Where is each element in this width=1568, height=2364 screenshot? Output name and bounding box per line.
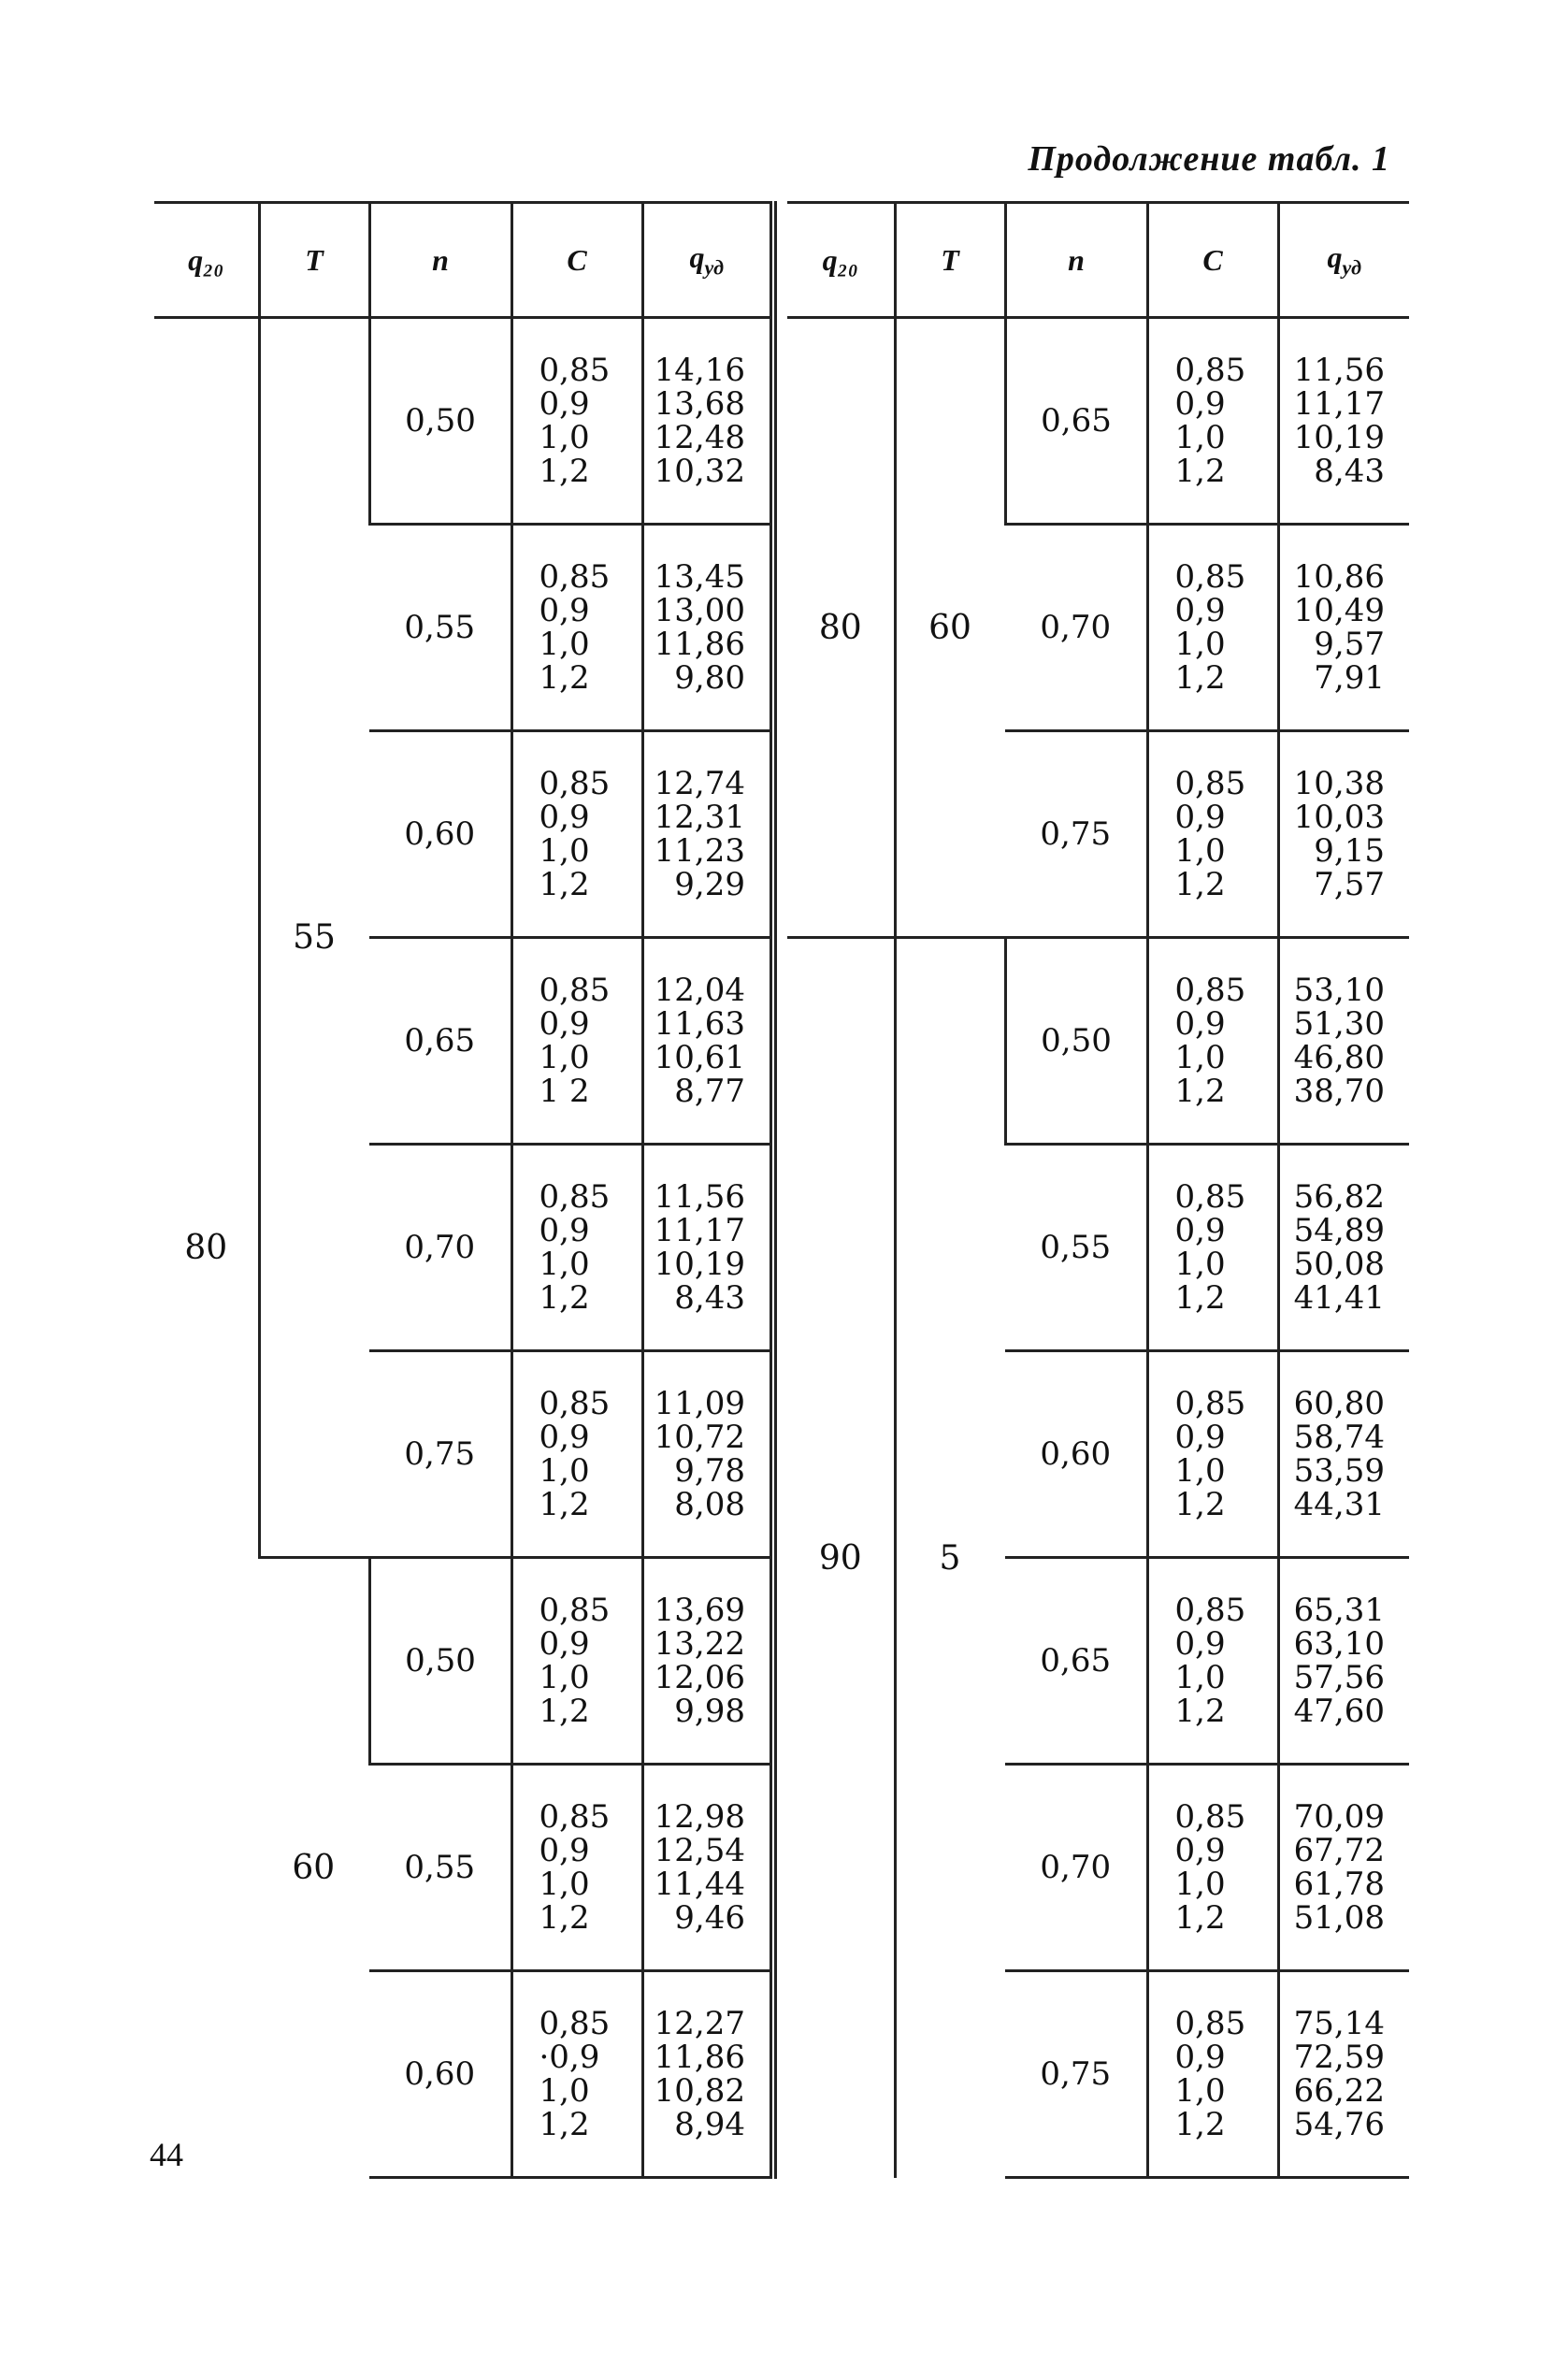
- c-values: [511, 318, 642, 525]
- c-values-value: 1,0: [1174, 2072, 1226, 2110]
- c-values: [1147, 1765, 1278, 1971]
- q-ud-values-value: 12,06: [654, 1659, 745, 1696]
- c-values-value: 1,0: [1174, 1866, 1226, 1903]
- q-ud-values-value: 10,61: [654, 1039, 745, 1076]
- n-value: 0,50: [1005, 938, 1147, 1145]
- c-values-value: 1,0: [539, 2072, 590, 2110]
- c-values-value: 1,0: [1174, 626, 1226, 663]
- q-ud-values-value: 10,72: [654, 1419, 745, 1456]
- c-values-value: 0,85: [1174, 1592, 1246, 1629]
- c-values-value: 1,0: [539, 1246, 590, 1283]
- q-ud-values-value: 47,60: [1293, 1693, 1385, 1730]
- q-ud-values-value: 10,32: [654, 453, 745, 490]
- q-ud-values-value: 7,57: [1314, 866, 1385, 903]
- n-value: 0,55: [369, 1765, 511, 1971]
- q-ud-values-value: 70,09: [1293, 1798, 1385, 1836]
- c-values-value: 0,85: [539, 1592, 611, 1629]
- c-values: [1147, 1351, 1278, 1558]
- c-values-value: 0,85: [1174, 2005, 1246, 2042]
- q-ud-values-value: 38,70: [1293, 1073, 1385, 1110]
- c-values-value: 0,9: [539, 1419, 590, 1456]
- c-values-value: 0,9: [1174, 1005, 1226, 1043]
- c-values: [1147, 1971, 1278, 2178]
- table-row: [787, 938, 1409, 1145]
- c-values-value: 1,2: [1174, 659, 1226, 697]
- n-value: 0,70: [1005, 1765, 1147, 1971]
- n-value: 0,60: [369, 731, 511, 938]
- t-value: 55: [259, 318, 369, 1558]
- q-ud-values-value: 72,59: [1293, 2039, 1385, 2076]
- q-ud-values-value: 63,10: [1293, 1625, 1385, 1663]
- c-values-value: 1,2: [539, 866, 590, 903]
- q-ud-values: [642, 525, 773, 731]
- q-ud-values-value: 9,80: [674, 659, 745, 697]
- q-ud-values-value: 12,48: [654, 419, 745, 456]
- q-ud-values-value: 13,69: [654, 1592, 745, 1629]
- c-values-value: 0,85: [539, 972, 611, 1009]
- c-values: [511, 1971, 642, 2178]
- t-value: 5: [895, 938, 1005, 2178]
- table-right-half: [787, 201, 1409, 2179]
- q-ud-values-value: 12,54: [654, 1832, 745, 1869]
- c-values: [511, 731, 642, 938]
- header-n: n: [369, 203, 511, 318]
- q-ud-values-value: 9,78: [674, 1452, 745, 1490]
- q-ud-values: [642, 1145, 773, 1351]
- q-ud-values-value: 13,45: [654, 558, 745, 596]
- n-value: 0,75: [369, 1351, 511, 1558]
- c-values-value: 1,0: [539, 419, 590, 456]
- q-ud-values-value: 8,77: [674, 1073, 745, 1110]
- header-t: T: [895, 203, 1005, 318]
- q-ud-values: [642, 1558, 773, 1765]
- c-values-value: 0,9: [539, 1212, 590, 1249]
- c-values-value: 1,2: [539, 453, 590, 490]
- q-ud-values: [642, 731, 773, 938]
- q-ud-values-value: 8,43: [1314, 453, 1385, 490]
- n-value: 0,55: [369, 525, 511, 731]
- q-ud-values-value: 51,30: [1293, 1005, 1385, 1043]
- c-values: [511, 938, 642, 1145]
- header-q20: q₂₀: [787, 203, 895, 318]
- c-values: [511, 1558, 642, 1765]
- t-value: 60: [895, 318, 1005, 938]
- header-n: n: [1005, 203, 1147, 318]
- c-values-value: 0,85: [539, 352, 611, 389]
- c-values-value: 1,0: [1174, 1659, 1226, 1696]
- n-value: 0,70: [1005, 525, 1147, 731]
- header-q-ud: $q_{уд}$: [642, 203, 773, 318]
- c-values-value: 1,2: [539, 2106, 590, 2143]
- c-values-value: 1,2: [1174, 453, 1226, 490]
- n-value: 0,75: [1005, 1971, 1147, 2178]
- c-values-value: 0,85: [539, 1385, 611, 1422]
- q-ud-values-value: 11,17: [1293, 385, 1385, 423]
- c-values-value: 1,2: [1174, 1899, 1226, 1937]
- c-values-value: 0,9: [1174, 799, 1226, 836]
- c-values: [1147, 731, 1278, 938]
- c-values-value: 1,2: [1174, 1693, 1226, 1730]
- c-values: [511, 1145, 642, 1351]
- c-values-value: 1,2: [1174, 1279, 1226, 1317]
- c-values: [511, 1765, 642, 1971]
- q-ud-values-value: 10,19: [1293, 419, 1385, 456]
- q-ud-values: [1278, 938, 1409, 1145]
- c-values-value: 1,2: [539, 1693, 590, 1730]
- q-ud-values-value: 11,56: [654, 1178, 745, 1216]
- c-values-value: 1,2: [539, 1486, 590, 1523]
- q-ud-values-value: 46,80: [1293, 1039, 1385, 1076]
- c-values-value: 0,9: [539, 1005, 590, 1043]
- q-ud-values-value: 8,94: [674, 2106, 745, 2143]
- c-values-value: 0,9: [1174, 1212, 1226, 1249]
- header-c: C: [1147, 203, 1278, 318]
- q-ud-values-value: 8,08: [674, 1486, 745, 1523]
- q-ud-values-value: 10,03: [1293, 799, 1385, 836]
- c-values-value: 0,85: [1174, 1385, 1246, 1422]
- q-ud-values-value: 51,08: [1293, 1899, 1385, 1937]
- q-ud-values-value: 44,31: [1293, 1486, 1385, 1523]
- q-ud-values-value: 54,89: [1293, 1212, 1385, 1249]
- c-values-value: 0,9: [539, 592, 590, 629]
- q-ud-values-value: 53,10: [1293, 972, 1385, 1009]
- table-left-body: [154, 318, 773, 2178]
- c-values: [1147, 938, 1278, 1145]
- c-values-value: 0,85: [539, 558, 611, 596]
- q-ud-values-value: 10,82: [654, 2072, 745, 2110]
- q-ud-values: [1278, 731, 1409, 938]
- c-values-value: 0,9: [1174, 592, 1226, 629]
- c-values-value: 0,9: [1174, 2039, 1226, 2076]
- q-ud-values-value: 13,68: [654, 385, 745, 423]
- n-value: 0,65: [369, 938, 511, 1145]
- table-row: [787, 318, 1409, 525]
- c-values-value: 0,9: [1174, 1419, 1226, 1456]
- q-ud-values-value: 75,14: [1293, 2005, 1385, 2042]
- q-ud-values-value: 12,04: [654, 972, 745, 1009]
- q-ud-values-value: 9,15: [1314, 832, 1385, 870]
- c-values-value: 0,85: [1174, 765, 1246, 802]
- n-value: 0,65: [1005, 318, 1147, 525]
- q-ud-values-value: 58,74: [1293, 1419, 1385, 1456]
- q-ud-values-value: 11,23: [654, 832, 745, 870]
- n-value: 0,50: [369, 1558, 511, 1765]
- c-values-value: 1,2: [1174, 1486, 1226, 1523]
- n-value: 0,60: [1005, 1351, 1147, 1558]
- q-ud-values-value: 9,57: [1314, 626, 1385, 663]
- q-ud-values-value: 11,44: [654, 1866, 745, 1903]
- q20-value: 80: [818, 608, 862, 647]
- c-values-value: 0,85: [1174, 352, 1246, 389]
- n-value: 0,55: [1005, 1145, 1147, 1351]
- q-ud-values-value: 9,29: [674, 866, 745, 903]
- c-values-value: 1,0: [539, 1039, 590, 1076]
- c-values-value: 1,2: [539, 1279, 590, 1317]
- table-caption: Продолжение табл. 1: [1028, 139, 1390, 179]
- q-ud-values-value: 8,43: [674, 1279, 745, 1317]
- q-ud-values: [1278, 1971, 1409, 2178]
- c-values-value: 0,9: [539, 799, 590, 836]
- c-values-value: 1,0: [1174, 1452, 1226, 1490]
- q-ud-values-value: 13,00: [654, 592, 745, 629]
- c-values-value: 1,2: [1174, 2106, 1226, 2143]
- q-ud-values: [1278, 1765, 1409, 1971]
- q-ud-values: [642, 1765, 773, 1971]
- t-value: 60: [259, 1558, 369, 2178]
- c-values: [511, 1351, 642, 1558]
- q-ud-values-value: 11,56: [1293, 352, 1385, 389]
- q-ud-values: [642, 1351, 773, 1558]
- c-values-value: 1,2: [1174, 866, 1226, 903]
- c-values-value: ·0,9: [539, 2039, 600, 2076]
- q-ud-values-value: 14,16: [654, 352, 745, 389]
- c-values-value: 0,9: [539, 1625, 590, 1663]
- q-ud-values-value: 9,46: [674, 1899, 745, 1937]
- c-values-value: 1,0: [539, 1452, 590, 1490]
- q-ud-values-value: 11,86: [654, 2039, 745, 2076]
- c-values-value: 0,85: [539, 1798, 611, 1836]
- q-ud-values-value: 12,98: [654, 1798, 745, 1836]
- q-ud-values-value: 11,63: [654, 1005, 745, 1043]
- c-values-value: 0,9: [1174, 385, 1226, 423]
- q-ud-values-value: 65,31: [1293, 1592, 1385, 1629]
- c-values-value: 1,0: [1174, 1246, 1226, 1283]
- c-values-value: 0,9: [1174, 1832, 1226, 1869]
- table-left-half: [154, 201, 777, 2179]
- q-ud-values: [642, 1971, 773, 2178]
- q-ud-values: [1278, 318, 1409, 525]
- q-ud-values-value: 10,86: [1293, 558, 1385, 596]
- page-number: 44: [150, 2136, 183, 2173]
- c-values: [1147, 318, 1278, 525]
- q-ud-values-value: 50,08: [1293, 1246, 1385, 1283]
- q-ud-values-value: 11,09: [654, 1385, 745, 1422]
- header-q20: q₂₀: [154, 203, 259, 318]
- q-ud-values: [642, 938, 773, 1145]
- q-ud-values: [1278, 525, 1409, 731]
- q-ud-values: [1278, 1558, 1409, 1765]
- table-right-body: [787, 318, 1409, 2178]
- n-value: 0,60: [369, 1971, 511, 2178]
- q-ud-values-value: 10,19: [654, 1246, 745, 1283]
- n-value: 0,65: [1005, 1558, 1147, 1765]
- q-ud-values-value: 66,22: [1293, 2072, 1385, 2110]
- c-values-value: 1,0: [539, 626, 590, 663]
- c-values-value: 0,85: [1174, 558, 1246, 596]
- q-ud-values-value: 11,86: [654, 626, 745, 663]
- c-values-value: 1,0: [1174, 832, 1226, 870]
- c-values-value: 0,85: [1174, 1798, 1246, 1836]
- c-values-value: 1,0: [539, 1659, 590, 1696]
- c-values-value: 0,9: [1174, 1625, 1226, 1663]
- c-values: [1147, 1145, 1278, 1351]
- q-ud-values-value: 12,27: [654, 2005, 745, 2042]
- c-values-value: 0,85: [539, 1178, 611, 1216]
- n-value: 0,75: [1005, 731, 1147, 938]
- c-values-value: 1,2: [539, 1899, 590, 1937]
- header-t: T: [259, 203, 369, 318]
- q-ud-values-value: 9,98: [674, 1693, 745, 1730]
- c-values-value: 0,9: [539, 385, 590, 423]
- c-values-value: 1,0: [1174, 1039, 1226, 1076]
- q-ud-values-value: 57,56: [1293, 1659, 1385, 1696]
- q-ud-values-value: 41,41: [1293, 1279, 1385, 1317]
- q-ud-values-value: 67,72: [1293, 1832, 1385, 1869]
- c-values: [511, 525, 642, 731]
- q-ud-values-value: 53,59: [1293, 1452, 1385, 1490]
- n-value: 0,70: [369, 1145, 511, 1351]
- q-ud-values-value: 12,31: [654, 799, 745, 836]
- c-values-value: 1,2: [539, 659, 590, 697]
- q-ud-values-value: 61,78: [1293, 1866, 1385, 1903]
- c-values: [1147, 525, 1278, 731]
- q-ud-values-value: 12,74: [654, 765, 745, 802]
- q-ud-values-value: 60,80: [1293, 1385, 1385, 1422]
- q-ud-values-value: 13,22: [654, 1625, 745, 1663]
- c-values-value: 1,2: [1174, 1073, 1226, 1110]
- q-ud-values-value: 10,49: [1293, 592, 1385, 629]
- table-row: [154, 318, 773, 525]
- q-ud-values-value: 56,82: [1293, 1178, 1385, 1216]
- c-values-value: 0,85: [1174, 972, 1246, 1009]
- q-ud-values-value: 54,76: [1293, 2106, 1385, 2143]
- q-ud-values-value: 7,91: [1314, 659, 1385, 697]
- c-values-value: 1 2: [539, 1073, 590, 1110]
- c-values: [1147, 1558, 1278, 1765]
- q-ud-values: [642, 318, 773, 525]
- header-q-ud: $q_{уд}$: [1278, 203, 1409, 318]
- q-ud-values: [1278, 1145, 1409, 1351]
- c-values-value: 1,0: [539, 1866, 590, 1903]
- q20-value: 90: [787, 938, 895, 2178]
- c-values-value: 0,9: [539, 1832, 590, 1869]
- c-values-value: 1,0: [1174, 419, 1226, 456]
- q-ud-values-value: 10,38: [1293, 765, 1385, 802]
- header-c: C: [511, 203, 642, 318]
- n-value: 0,50: [369, 318, 511, 525]
- q20-value: 80: [184, 1229, 228, 1268]
- c-values-value: 0,85: [539, 765, 611, 802]
- c-values-value: 1,0: [539, 832, 590, 870]
- c-values-value: 0,85: [1174, 1178, 1246, 1216]
- c-values-value: 0,85: [539, 2005, 611, 2042]
- q-ud-values-value: 11,17: [654, 1212, 745, 1249]
- q-ud-values: [1278, 1351, 1409, 1558]
